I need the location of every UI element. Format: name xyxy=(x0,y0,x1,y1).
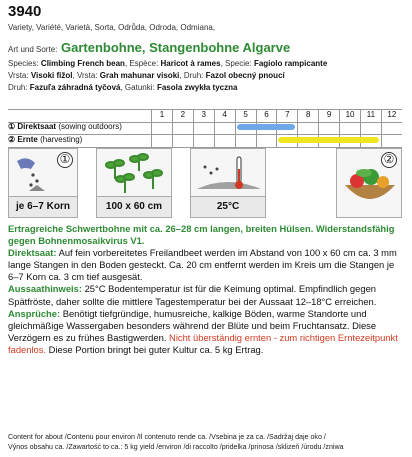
footer-line-2: Výnos obsahu ca. /Zawartość to ca.: 5 kg yield /environ /di raccolto /pridelka /prinosa /sklizeň /úrodu /zniwa xyxy=(8,443,344,451)
variety-name: Gartenbohne, Stangenbohne Algarve xyxy=(60,40,291,55)
step-one-icon: ① xyxy=(57,152,73,168)
yield-text: Diese Portion bringt bei guter Kultur ca. 5 kg Ertrag. xyxy=(48,343,264,355)
species-value: Fazol obecný pnoucí xyxy=(205,71,285,80)
month-3 xyxy=(193,109,214,147)
month-4 xyxy=(214,109,235,147)
footer-line-1: Content for about /Contenu pour environ /Il contenuto rende ca. /Vsebina je za ca. /Sadržaj daje oko / xyxy=(8,433,326,441)
species-value: Fasola zwykła tyczna xyxy=(156,83,238,92)
species-line-2: Vrsta: Visoki fižol, Vrsta: Grah mahunar visoki, Druh: Fazol obecný pnoucí xyxy=(8,71,285,80)
variety-languages: Variety, Variété, Varietà, Sorta, Odrůda, Odroda, Odmiana, xyxy=(8,23,216,32)
panel-sowing-seeds xyxy=(8,148,78,218)
seedling-rows-icon xyxy=(97,149,173,197)
month-1 xyxy=(151,109,172,147)
month-label: 11 xyxy=(366,110,376,119)
direktsaat-heading: Direktsaat: xyxy=(8,247,57,259)
species-value: Haricot à rames xyxy=(160,59,221,68)
description xyxy=(8,223,404,356)
direktsaat-text: Auf fein vorbereitetes Freilandbeet werden im Abstand von 100 x 60 cm ca. 3 mm lange Stangen in den Boden gesteckt. Ca. 20 cm entfernt werden im Kreis um die Stangen je 6–7 Korn ca. 3 cm tief ausgesät. xyxy=(8,247,397,283)
month-label: 3 xyxy=(201,110,206,119)
species-label: Specie: xyxy=(225,59,252,68)
intro-text: Ertragreiche Schwertbohne mit ca. 26–28 cm langen, breiten Hülsen. Widerstandsfähig gegen Bohnenmosaikvirus V1. xyxy=(8,223,395,247)
species-value: Fazuľa záhradná tyčová xyxy=(29,83,121,92)
month-2 xyxy=(172,109,193,147)
month-label: 10 xyxy=(345,110,355,119)
species-value: Visoki fižol xyxy=(30,71,73,80)
anspruche-heading: Ansprüche: xyxy=(8,307,61,319)
month-12 xyxy=(381,109,402,147)
species-label: Species: xyxy=(8,59,39,68)
month-label: 2 xyxy=(180,110,186,119)
panel-caption: 25°C xyxy=(191,196,265,217)
month-label: 5 xyxy=(243,110,248,119)
month-label: 6 xyxy=(264,110,269,119)
species-value: Fagiolo rampicante xyxy=(253,59,328,68)
species-label: Gatunki: xyxy=(124,83,155,92)
step-two-icon: ② xyxy=(381,152,397,168)
panel-temperature xyxy=(190,148,266,218)
month-label: 4 xyxy=(222,110,227,119)
sowing-label: ① Direktsaat (sowing outdoors) xyxy=(8,122,122,131)
panel-harvest xyxy=(336,148,402,218)
harvest-period-bar xyxy=(278,137,379,143)
month-label: 9 xyxy=(326,110,332,119)
species-value: Climbing French bean xyxy=(40,59,125,68)
panel-caption: 100 x 60 cm xyxy=(97,196,171,217)
product-code: 3940 xyxy=(8,3,42,20)
variety-title-line xyxy=(8,40,290,55)
sowing-calendar xyxy=(8,109,402,147)
aussaat-heading: Aussaathinweis: xyxy=(8,283,82,295)
panel-spacing xyxy=(96,148,172,218)
anspruche-text: Benötigt tiefgründige, humusreiche, kalkige Böden, warme Standorte und gleichmäßige Wassergaben besonders während der Blüte und beim Fruchtansatz. Diese Verzögern es zu frühes Bastigwerden. xyxy=(8,307,377,343)
harvest-warning: Nicht überständig ernten - zum richtigen Erntezeitpunkt fadenlos. xyxy=(8,331,398,355)
harvest-label: ② Ernte (harvesting) xyxy=(8,135,83,144)
species-label: Espèce: xyxy=(129,59,159,68)
species-label: Druh: xyxy=(183,71,204,80)
month-label: 8 xyxy=(306,110,311,119)
species-label: Druh: xyxy=(8,83,28,92)
month-label: 7 xyxy=(285,110,290,119)
month-label: 1 xyxy=(159,110,165,119)
sowing-period-bar xyxy=(237,124,296,130)
species-value: Grah mahunar visoki xyxy=(99,71,180,80)
month-label: 12 xyxy=(387,110,397,119)
soil-temperature-icon xyxy=(191,149,267,197)
species-label: Vrsta: xyxy=(8,71,29,80)
panel-caption: je 6–7 Korn xyxy=(9,196,77,217)
variety-label: Art und Sorte: xyxy=(8,45,58,54)
species-line-3: Druh: Fazuľa záhradná tyčová, Gatunki: Fasola zwykła tyczna xyxy=(8,83,238,92)
aussaat-text: 25°C Bodentemperatur ist für die Keimung optimal. Empfindlich gegen Spätfröste, daher sollte die mittlere Tagestemperatur bei der Aussaat 12–18°C erreichen. xyxy=(8,283,377,307)
species-line-1: Species: Climbing French bean, Espèce: Haricot à rames, Specie: Fagiolo rampicante xyxy=(8,59,328,68)
species-label: Vrsta: xyxy=(76,71,98,80)
